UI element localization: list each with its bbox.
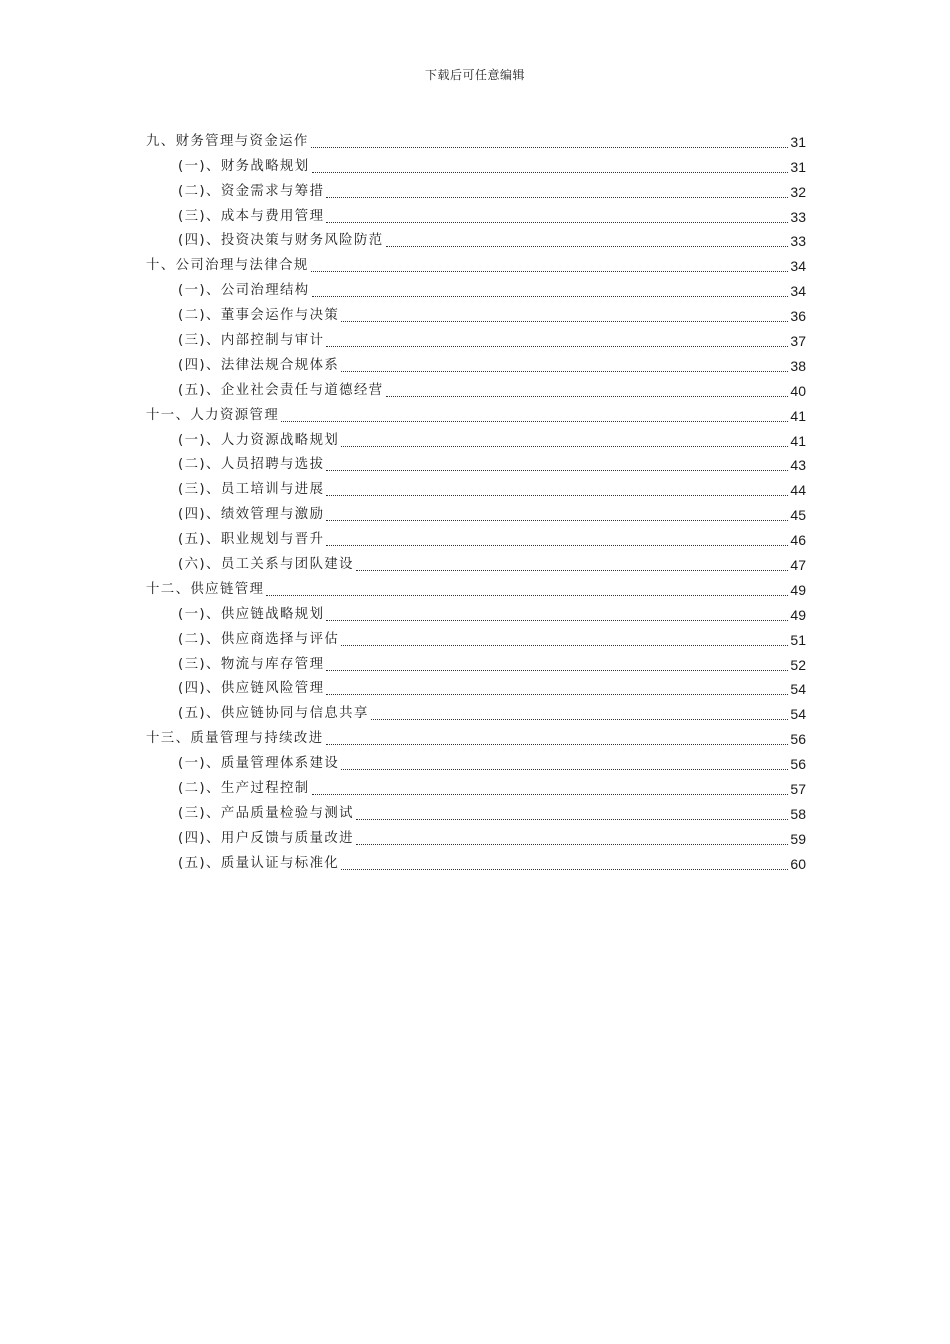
toc-dot-leader — [326, 545, 788, 546]
toc-entry-title: (二)、资金需求与筹措 — [178, 183, 325, 199]
toc-entry-page-number: 56 — [790, 756, 806, 773]
toc-dot-leader — [341, 769, 788, 770]
toc-dot-leader — [311, 271, 789, 272]
toc-section-entry[interactable] — [146, 326, 806, 351]
toc-entry-page-number: 56 — [790, 731, 806, 748]
toc-section-entry[interactable] — [146, 152, 806, 177]
toc-entry-page-number: 58 — [790, 805, 806, 822]
toc-entry-page-number: 41 — [790, 432, 806, 449]
toc-section-entry[interactable] — [146, 202, 806, 227]
toc-section-entry[interactable] — [146, 351, 806, 376]
toc-entry-page-number: 37 — [790, 333, 806, 350]
page-header: 下载后可任意编辑 — [424, 68, 525, 82]
toc-dot-leader — [326, 222, 788, 223]
toc-entry-title: (二)、供应商选择与评估 — [178, 631, 340, 647]
toc-entry-title: (二)、人员招聘与选拔 — [178, 457, 325, 473]
toc-dot-leader — [326, 670, 788, 671]
toc-dot-leader — [326, 694, 788, 695]
table-of-contents — [146, 127, 806, 874]
toc-section-entry[interactable] — [146, 376, 806, 401]
toc-entry-page-number: 40 — [790, 382, 806, 399]
toc-section-entry[interactable] — [146, 500, 806, 525]
toc-entry-title: (三)、成本与费用管理 — [178, 208, 325, 224]
toc-entry-title: (三)、产品质量检验与测试 — [178, 805, 354, 821]
toc-section-entry[interactable] — [146, 849, 806, 874]
toc-chapter-entry[interactable] — [146, 575, 806, 600]
toc-entry-title: (一)、供应链战略规划 — [178, 606, 325, 622]
toc-dot-leader — [386, 246, 789, 247]
toc-entry-page-number: 43 — [790, 457, 806, 474]
toc-section-entry[interactable] — [146, 625, 806, 650]
toc-entry-title: (一)、人力资源战略规划 — [178, 432, 340, 448]
toc-entry-title: (五)、供应链协同与信息共享 — [178, 706, 369, 722]
toc-entry-title: (四)、绩效管理与激励 — [178, 507, 325, 523]
toc-entry-page-number: 44 — [790, 482, 806, 499]
toc-section-entry[interactable] — [146, 426, 806, 451]
toc-dot-leader — [326, 520, 788, 521]
toc-entry-page-number: 54 — [790, 706, 806, 723]
toc-section-entry[interactable] — [146, 799, 806, 824]
toc-entry-page-number: 36 — [790, 308, 806, 325]
toc-entry-title: (六)、员工关系与团队建设 — [178, 557, 354, 573]
toc-entry-page-number: 47 — [790, 557, 806, 574]
toc-entry-page-number: 31 — [790, 133, 806, 150]
toc-entry-page-number: 49 — [790, 606, 806, 623]
toc-entry-title: (四)、供应链风险管理 — [178, 681, 325, 697]
toc-entry-title: (三)、员工培训与进展 — [178, 482, 325, 498]
toc-dot-leader — [341, 446, 788, 447]
toc-dot-leader — [326, 744, 789, 745]
toc-entry-page-number: 59 — [790, 830, 806, 847]
toc-entry-title: 九、财务管理与资金运作 — [146, 133, 309, 149]
toc-entry-title: 十三、质量管理与持续改进 — [146, 731, 324, 747]
toc-dot-leader — [266, 595, 788, 596]
toc-entry-title: (五)、企业社会责任与道德经营 — [178, 382, 384, 398]
toc-entry-page-number: 34 — [790, 283, 806, 300]
toc-chapter-entry[interactable] — [146, 127, 806, 152]
toc-entry-title: (二)、董事会运作与决策 — [178, 308, 340, 324]
toc-section-entry[interactable] — [146, 276, 806, 301]
toc-section-entry[interactable] — [146, 774, 806, 799]
toc-entry-title: (一)、财务战略规划 — [178, 158, 310, 174]
toc-entry-page-number: 33 — [790, 233, 806, 250]
toc-entry-title: (三)、内部控制与审计 — [178, 333, 325, 349]
toc-entry-title: 十二、供应链管理 — [146, 581, 265, 597]
toc-dot-leader — [312, 172, 789, 173]
toc-dot-leader — [371, 719, 789, 720]
toc-section-entry[interactable] — [146, 301, 806, 326]
toc-entry-page-number: 51 — [790, 631, 806, 648]
toc-section-entry[interactable] — [146, 824, 806, 849]
toc-entry-page-number: 32 — [790, 183, 806, 200]
toc-dot-leader — [326, 495, 788, 496]
toc-dot-leader — [281, 421, 788, 422]
toc-entry-page-number: 34 — [790, 258, 806, 275]
toc-dot-leader — [326, 470, 788, 471]
toc-entry-page-number: 45 — [790, 507, 806, 524]
toc-entry-page-number: 46 — [790, 532, 806, 549]
toc-entry-title: 十一、人力资源管理 — [146, 407, 280, 423]
toc-dot-leader — [326, 346, 788, 347]
toc-section-entry[interactable] — [146, 525, 806, 550]
toc-entry-title: (四)、法律法规合规体系 — [178, 357, 340, 373]
toc-section-entry[interactable] — [146, 177, 806, 202]
toc-entry-title: 十、公司治理与法律合规 — [146, 258, 309, 274]
toc-dot-leader — [341, 321, 788, 322]
toc-entry-title: (五)、职业规划与晋升 — [178, 532, 325, 548]
toc-dot-leader — [311, 147, 789, 148]
toc-entry-title: (五)、质量认证与标准化 — [178, 855, 340, 871]
toc-entry-title: (三)、物流与库存管理 — [178, 656, 325, 672]
toc-entry-page-number: 33 — [790, 208, 806, 225]
toc-entry-title: (二)、生产过程控制 — [178, 781, 310, 797]
toc-dot-leader — [326, 197, 788, 198]
toc-chapter-entry[interactable] — [146, 401, 806, 426]
toc-section-entry[interactable] — [146, 699, 806, 724]
toc-dot-leader — [356, 570, 788, 571]
toc-dot-leader — [356, 819, 788, 820]
toc-dot-leader — [341, 645, 788, 646]
toc-entry-page-number: 41 — [790, 407, 806, 424]
toc-entry-title: (一)、公司治理结构 — [178, 283, 310, 299]
toc-section-entry[interactable] — [146, 451, 806, 476]
toc-dot-leader — [312, 296, 789, 297]
toc-section-entry[interactable] — [146, 600, 806, 625]
toc-dot-leader — [312, 794, 789, 795]
toc-entry-title: (四)、用户反馈与质量改进 — [178, 830, 354, 846]
toc-section-entry[interactable] — [146, 227, 806, 252]
toc-entry-page-number: 38 — [790, 357, 806, 374]
toc-dot-leader — [341, 869, 788, 870]
toc-entry-page-number: 60 — [790, 855, 806, 872]
toc-section-entry[interactable] — [146, 550, 806, 575]
toc-section-entry[interactable] — [146, 675, 806, 700]
toc-entry-page-number: 31 — [790, 158, 806, 175]
toc-chapter-entry[interactable] — [146, 724, 806, 749]
toc-entry-page-number: 49 — [790, 581, 806, 598]
toc-dot-leader — [326, 620, 788, 621]
toc-entry-page-number: 57 — [790, 781, 806, 798]
toc-dot-leader — [341, 371, 788, 372]
toc-entry-title: (四)、投资决策与财务风险防范 — [178, 233, 384, 249]
toc-section-entry[interactable] — [146, 749, 806, 774]
toc-section-entry[interactable] — [146, 650, 806, 675]
toc-dot-leader — [356, 844, 788, 845]
toc-dot-leader — [386, 396, 789, 397]
toc-entry-page-number: 52 — [790, 656, 806, 673]
toc-entry-title: (一)、质量管理体系建设 — [178, 756, 340, 772]
toc-chapter-entry[interactable] — [146, 251, 806, 276]
toc-section-entry[interactable] — [146, 475, 806, 500]
toc-entry-page-number: 54 — [790, 681, 806, 698]
